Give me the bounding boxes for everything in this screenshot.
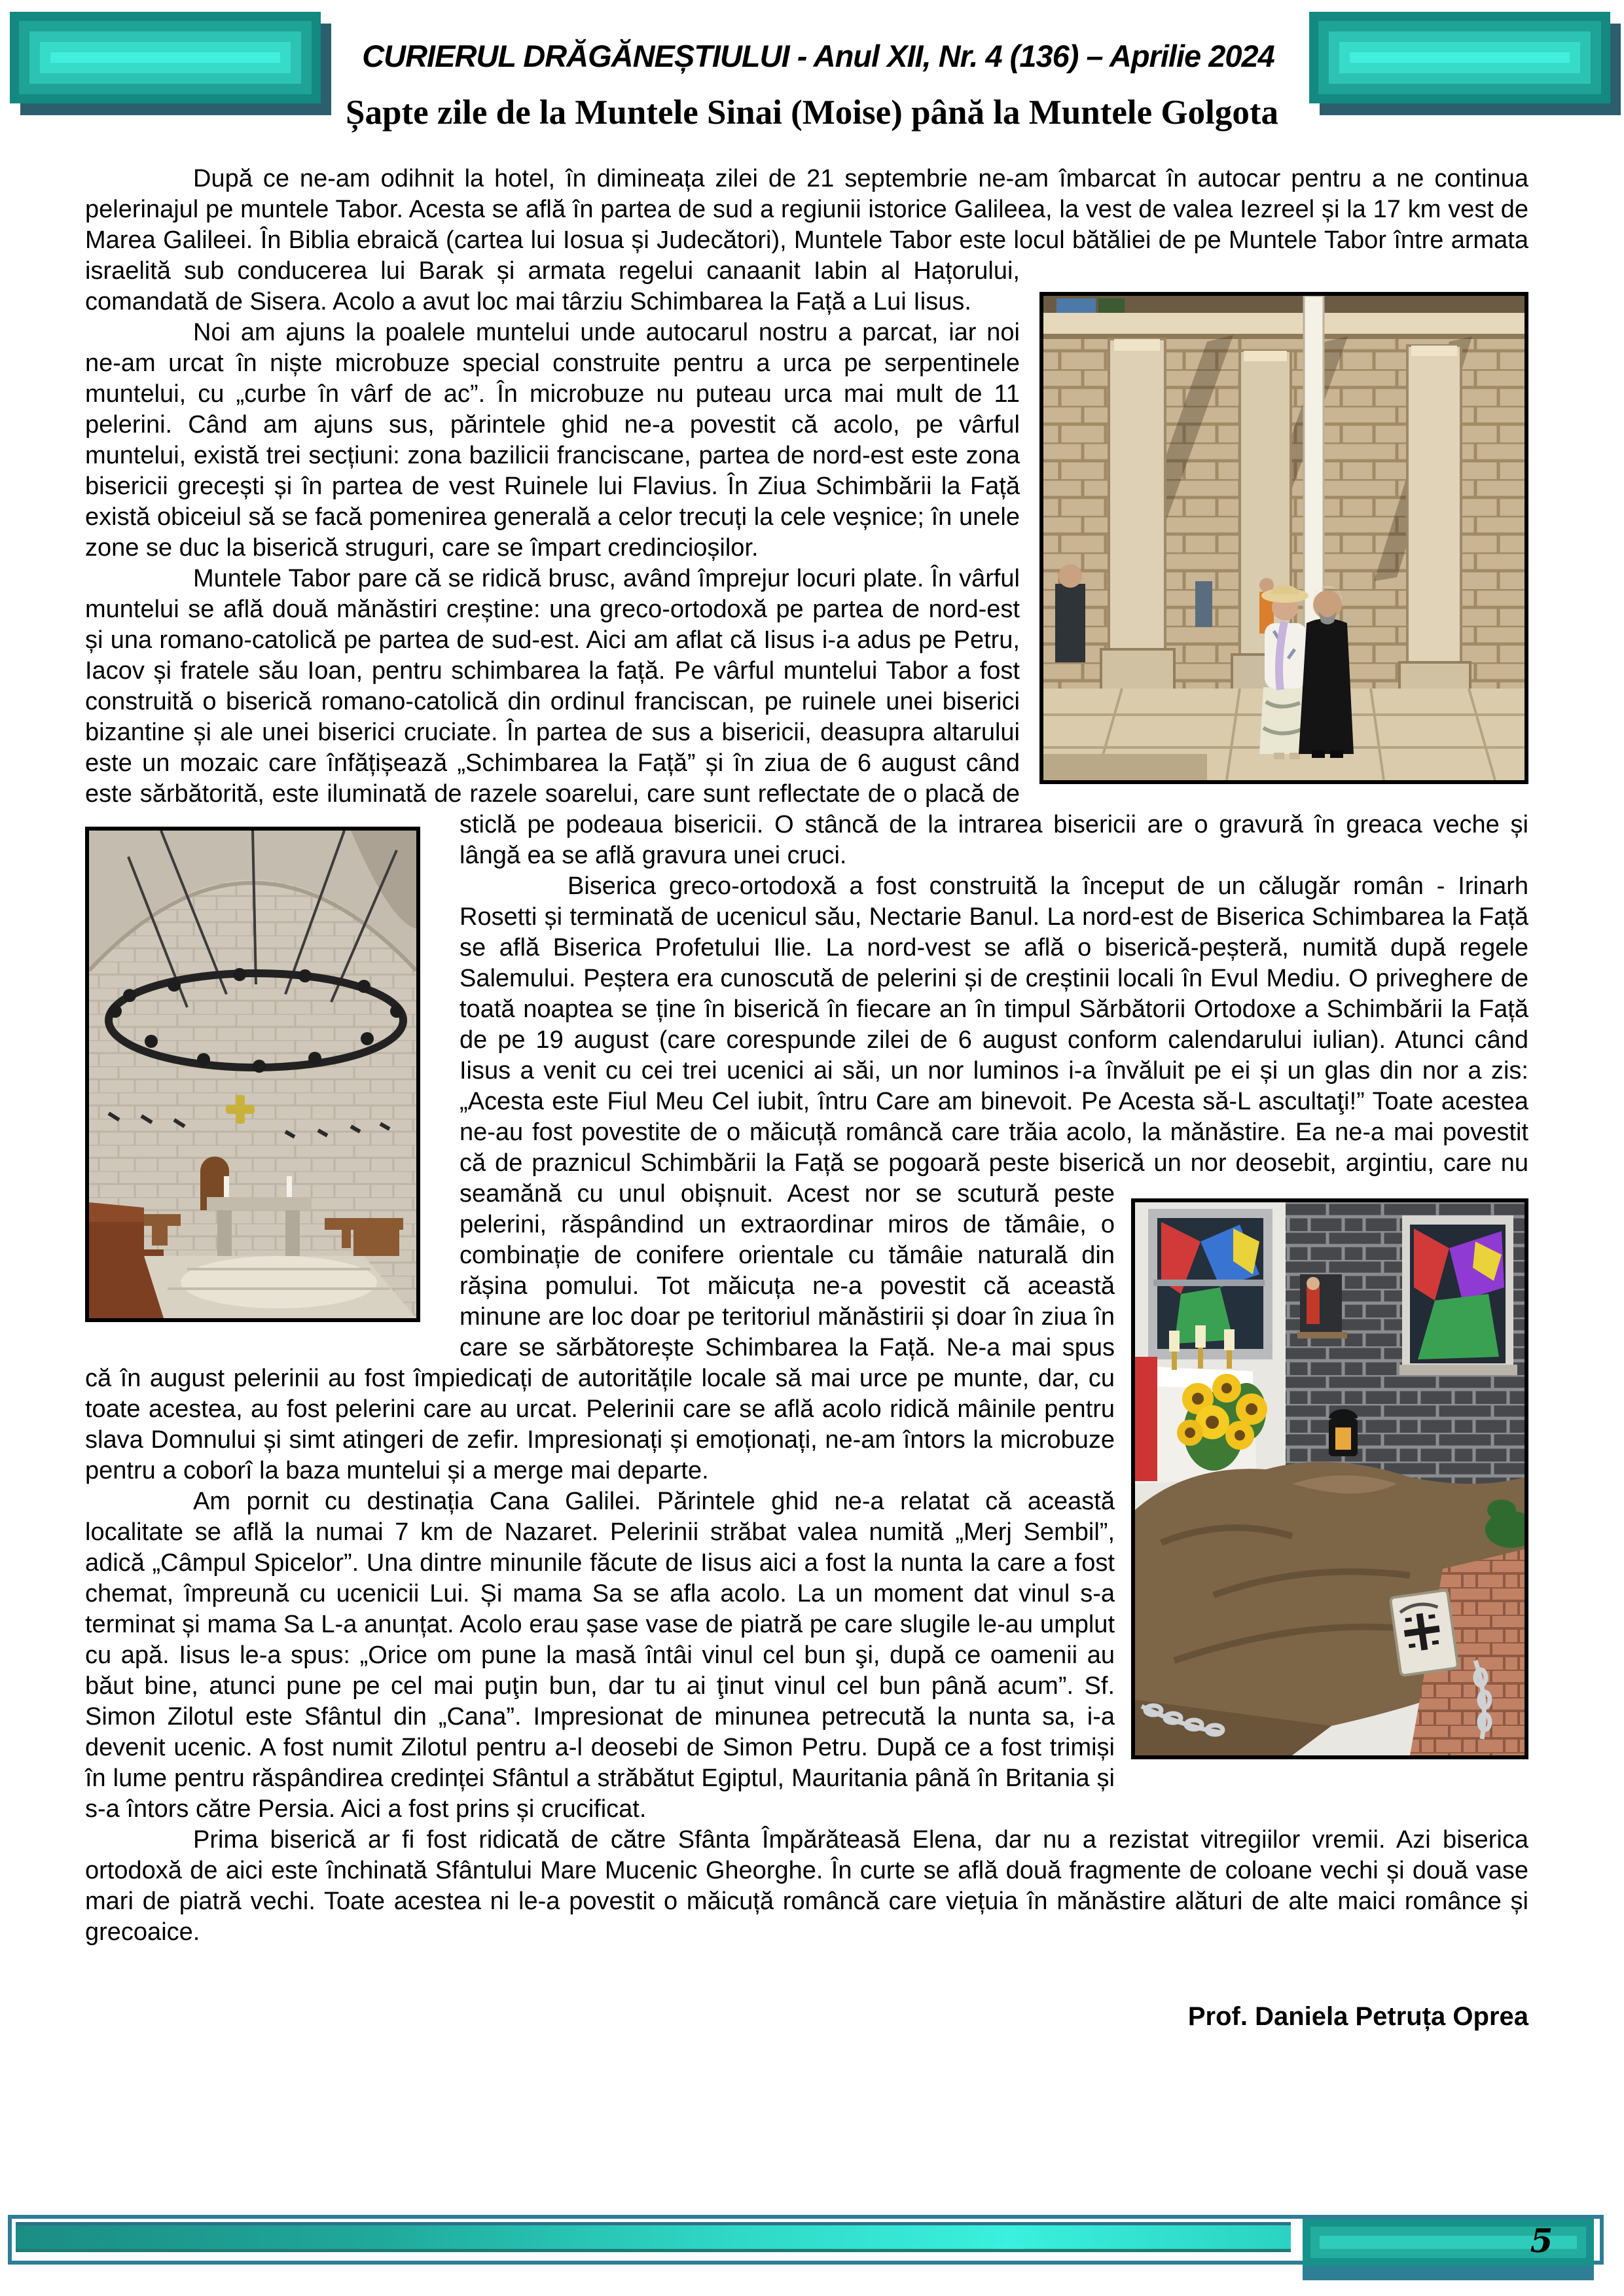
foliage [1098,298,1125,314]
ruins-illustration [1043,296,1525,780]
stone-lintel [1043,313,1525,335]
statue-niche [1297,1274,1347,1338]
footer-gradient-bar [16,2222,1291,2252]
paragraph-1 [85,164,1528,317]
paragraph-1-text-a: După ce ne-am odihnit la hotel, în dimineața zilei de 21 septembrie ne-am îmbarcat în autocar pentru a ne continua pelerinajul pe muntele Tabor. Acesta se află în partea de sud a regiunii istorice Galileea, la vest de valea Iezreel și la 17 km vest de Marea Galileei. În Biblia ebraică (cartea lui Iosua și Judecători), Muntele Tabor este locul bătăliei de pe Muntele Tabor între armata israelită sub conducerea lui Barak și armata regelui canaanit Iabin al [85,165,1528,285]
paragraph-4-text-a: Biserica greco-ortodoxă a fost construită la început de un călugăr român - Irinarh Rosetti și terminată de ucenicul său, Nectarie Banul. La nord-est de Biserica Schimbarea la Față se află Biserica Profetului Ilie. La nord-vest se află o biserică-peșteră, numită după regele Salemului. Peștera era cunoscută de pelerini și de creștinii locali în Evul Mediu. O priveghere de toată noaptea se ține în biserică în fiecare an în timpul Sărbătorii Ortodoxe a Schimbării la Față de pe 19 august (care corespunde zilei de 6 august conform calendarului iulian). Atunci când Iisus a venit cu cei trei ucenici ai săi, un nor luminos i-a învăluit pe ei și un glas din nor a zis: „Acesta este Fiul Meu Cel iubit, întru Care am binevoit. Pe Acesta să-L ascultaţi!” Toate acestea ne-au fost povestite de o măicuță româncă care trăia acolo, la mănăstire. Ea ne-a mai povestit că de praznicul Schimbării la Față se pogoară peste biserică un nor [460,872,1528,1177]
red-banner [1135,1357,1157,1481]
stained-glass-left [1148,1209,1272,1359]
mensa-christi-plaque [1390,1590,1458,1676]
photo-tabor-church-interior [85,827,420,1322]
article-body [85,164,1528,2032]
paragraph-4-text-b: deosebit, argintiu, care nu seamănă cu unul obișnuit. Acest nor se scutură peste pelerini, răspândind un extraordinar miros de tămâie, o combinație de conifere orientale cu tămâie naturală din rășina pomului. Tot măicuța ne-a povestit că această minune are loc doar pe teritoriul mănăstirii și doar în ziua în care se sărbătorește Schimbarea la Față. Ne-a mai spus că în august pelerinii au fost împiedicați de autoritățile locale să mai urce pe munte, dar, cu toate acestea, au fost pelerini care au urcat. Pelerinii care se află acolo ridică mâinile pentru slava Domnului și simt atingeri de zefir. Impresionați și emoționați, ne-am întors la microbuze pentru a coborî la baza muntelui și a merge mai departe. [85,1149,1529,1484]
paragraph-2: Noi am ajuns la poalele muntelui unde autocarul nostru a parcat, iar noi ne-am urcat în niște microbuze special construite pentru a urca pe serpentinele muntelui, cu „curbe în vârf de ac”. În microbuze nu puteau urca mai mult de 11 pelerini. Când am ajuns sus, părintele ghid ne-a povestit că acolo, pe vârful muntelui, există trei secțiuni: zona bazilicii franciscane, partea de nord-est este zona bisericii grecești și în partea de vest Ruinele lui Flavius. În Ziua Schimbării la Față există obiceiul să se facă pomenirea generală a celor trecuți la cele veșnice; în unele zone se duc la biserică struguri, care se împart credincioșilor. [85,319,1020,562]
masthead: CURIERUL DRĂGĂNEȘTIULUI - Anul XII, Nr. 4 (136) – Aprilie 2024 [362,39,1274,73]
page-title: Șapte zile de la Muntele Sinai (Moise) până la Muntele Golgota [345,94,1279,132]
paragraph-1-text-b: Hațorului, comandată de Sisera. Acolo a avut loc mai târziu Schimbarea la Față a Lui Iisus. [85,257,1020,315]
lantern [1329,1409,1358,1456]
photo-cana-rock-church [1131,1198,1528,1759]
paragraph-5: Am pornit cu destinația Cana Galilei. Părintele ghid ne-a relatat că această localitate se află la numai 7 km de Nazaret. Pelerinii străbat valea numită „Merj Sembil”, adică „Câmpul Spicelor”. Una dintre minunile făcute de Iisus aici a fost la nunta la care a fost chemat, împreună cu ucenicii Lui. Și mama Sa se afla acolo. La un moment dat vinul s-a terminat și mama Sa L-a anunțat. Acolo erau șase vase de piatră pe care slugile le-au umplut cu apă. Iisus le-a spus: „Orice om pune la masă întâi vinul cel bun şi, după ce oamenii au băut bine, atunci pune pe cel mai puţin bun, dar tu ai ţinut vinul cel bun până acum”. Sf. Simon Zilotul este Sfântul din „Cana”. Impresionat de minunea petrecută la nunta sa, i-a devenit ucenic. A fost numit Zilotul pentru a-l deosebi de Simon Petru. După ce a fost trimiși în lume pentru răspândirea credinței Sfântul a străbătut Egiptul, Mauritania până în Britania și s-a întors către Persia. Aici a fost prins și crucificat. [85,1488,1115,1823]
paragraph-6: Prima biserică ar fi fost ridicată de către Sfânta Împărăteasă Elena, dar nu a rezistat vitregiilor vremii. Azi biserica ortodoxă de aici este închinată Sfântului Mare Mucenic Gheorghe. În curte se află două fragmente de coloane vechi și două vase mari de piatră vechi. Toate acestea ni le-a povestit o măicuță româncă care viețuia în mănăstire alături de alte maici românce și grecoaice. [85,1826,1528,1946]
page-number: 5 [1530,2221,1553,2260]
church-interior-illustration [89,831,416,1318]
stained-glass-right [1399,1215,1517,1375]
header-teal-block-left [10,12,321,103]
byline: Prof. Daniela Petruța Oprea [1187,2002,1528,2031]
photo-tabor-ruins [1039,292,1528,784]
cana-church-illustration [1135,1202,1525,1755]
paragraph-3-text-b: podeaua bisericii. O stâncă de la intrarea bisericii are o gravură în greaca veche și lângă ea se află gravura unei cruci. [460,811,1528,869]
paragraph-3-text-a: Muntele Tabor pare că se ridică brusc, având împrejur locuri plate. În vârful muntelui se află două mănăstiri creștine: una greco-ortodoxă pe partea de nord-est și una romano-catolică pe partea de sud-est. Aici am aflat că Iisus i-a adus pe Petru, Iacov și fratele său Ioan, pentru schimbarea la față. Pe vârful muntelui Tabor a fost construită o biserică romano-catolică din ordinul franciscan, pe ruinele unei biserici bizantine și ale unei biserici cruciate. În partea de sus a bisericii, deasupra altarului este un mozaic care înfățișează „Schimbarea la Față” și în ziua de 6 august când este sărbătorită, este iluminată de razele soarelui, care sunt reflectate de o placă de sticlă pe [85,565,1020,838]
header-teal-block-right [1309,12,1610,103]
